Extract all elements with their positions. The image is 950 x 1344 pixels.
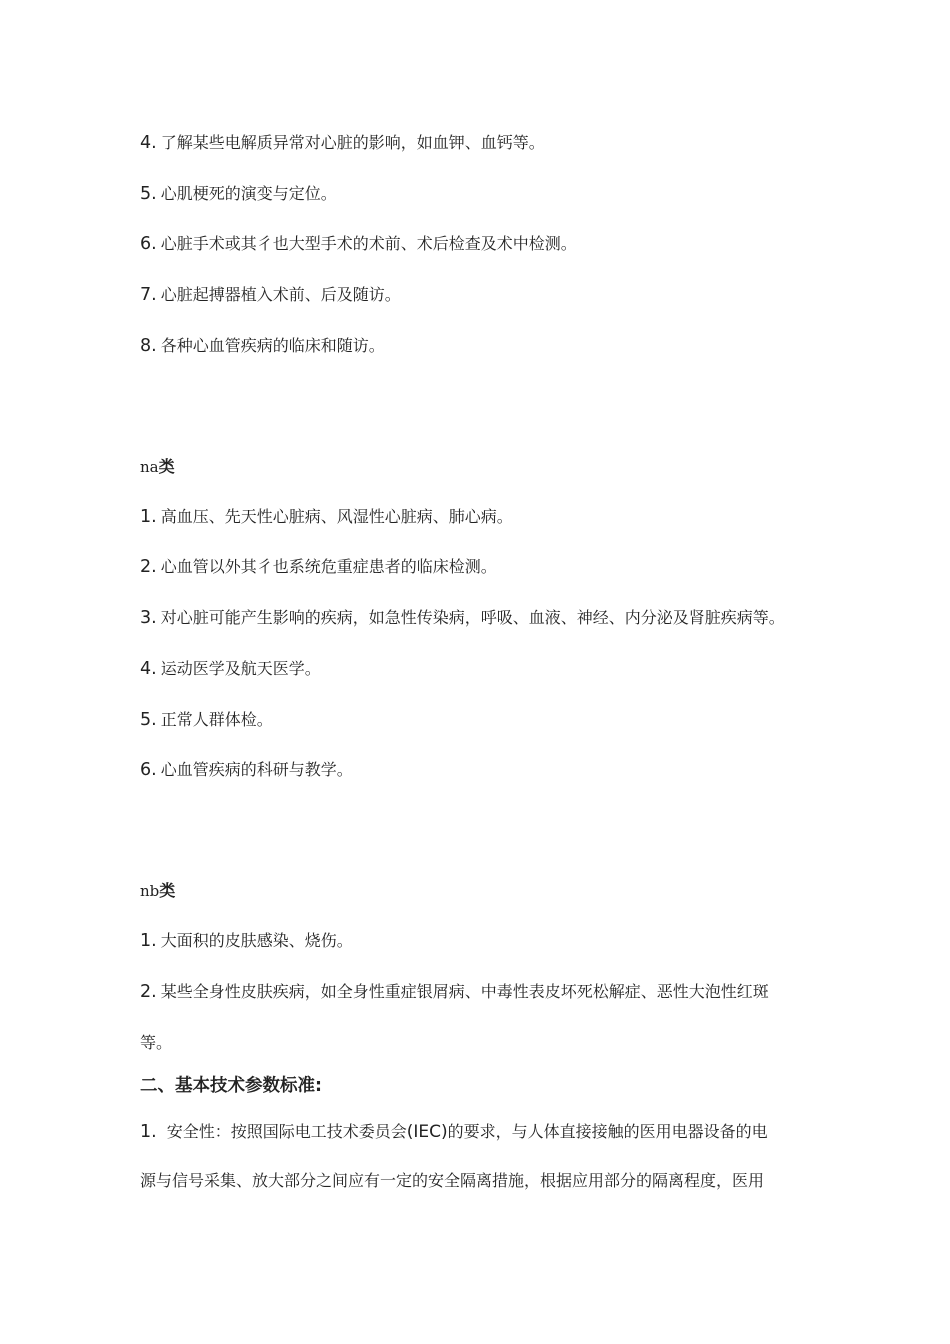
iec-abbreviation: (IEC) [406,1122,448,1142]
list-item [140,930,353,952]
item-number: 6. [140,234,157,254]
paragraph-continuation [140,1170,764,1192]
item-number: 4. [140,659,157,679]
item-text: 了解某些电解质异常对心脏的影响，如血钾、血钙等。 [160,133,545,152]
section-heading: 二、基本技术参数标准: [140,1076,322,1096]
item-number: 5. [140,184,157,204]
category-code: nb [140,882,160,900]
category-heading-nb [140,880,175,902]
item-text: 高血压、先天性心脏病、风湿性心脏病、肺心病。 [160,507,513,526]
list-item [140,183,337,205]
item-text-continuation: 等。 [140,1033,173,1052]
paragraph-text: 的要求，与人体直接接触的医用电器设备的电 [447,1122,768,1141]
list-item [140,335,385,357]
list-item [140,556,497,578]
list-item [140,132,545,154]
list-item [140,981,769,1003]
item-text: 正常人群体检。 [160,710,273,729]
item-text: 某些全身性皮肤疾病，如全身性重症银屑病、中毒性表皮坏死松解症、恶性大泡性红斑 [160,982,769,1001]
paragraph [140,1121,768,1143]
item-number: 2. [140,982,157,1002]
item-number: 1. [140,507,157,527]
item-number: 5. [140,710,157,730]
item-text: 运动医学及航天医学。 [160,659,321,678]
paragraph-text: 安全性：按照国际电工技术委员会 [166,1122,407,1141]
item-number: 1. [140,1122,157,1142]
category-suffix: 类 [158,457,175,476]
category-heading-na [140,456,175,478]
list-item [140,607,785,629]
item-text: 对心脏可能产生影响的疾病，如急性传染病，呼吸、血液、神经、内分泌及肾脏疾病等。 [160,608,785,627]
item-number: 4. [140,133,157,153]
item-number: 3. [140,608,157,628]
item-text: 心肌梗死的演变与定位。 [160,184,337,203]
item-number: 7. [140,285,157,305]
list-item-continuation [140,1032,172,1054]
item-text: 大面积的皮肤感染、烧伤。 [160,931,353,950]
item-number: 6. [140,760,157,780]
item-number: 2. [140,557,157,577]
item-text: 各种心血管疾病的临床和随访。 [160,336,385,355]
paragraph-text-continuation: 源与信号采集、放大部分之间应有一定的安全隔离措施，根据应用部分的隔离程度，医用 [140,1171,765,1190]
item-text: 心脏手术或其彳也大型手术的术前、术后检查及术中检测。 [160,234,577,253]
category-code: na [140,458,159,476]
item-number: 8. [140,336,157,356]
list-item [140,658,321,680]
item-text: 心血管以外其彳也系统危重症患者的临床检测。 [160,557,497,576]
item-text: 心脏起搏器植入术前、后及随访。 [160,285,401,304]
list-item [140,759,353,781]
list-item [140,233,577,255]
category-suffix: 类 [159,881,176,900]
list-item [140,284,401,306]
list-item [140,506,513,528]
list-item [140,709,273,731]
item-text: 心血管疾病的科研与教学。 [160,760,353,779]
item-number: 1. [140,931,157,951]
